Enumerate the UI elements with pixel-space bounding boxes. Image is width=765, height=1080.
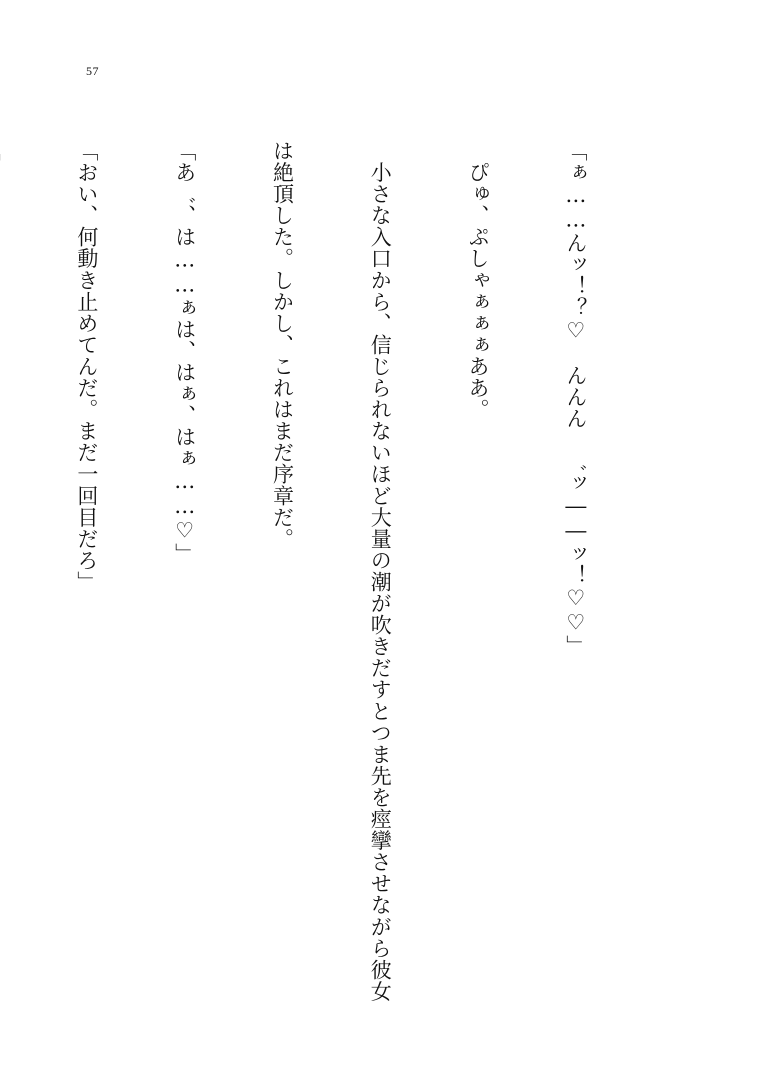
page-number: 57: [86, 64, 99, 78]
text-line: [0, 140, 5, 1020]
text-line: 「あ゛、は……ぁは、はぁ、はぁ……♡」: [172, 140, 197, 565]
text-line: 「おい、何動き止めてんだ。まだ一回目だろ」: [74, 140, 99, 593]
text-line: は絶頂した。しかし、これはまだ序章だ。: [270, 140, 295, 550]
text-line: 「ぁ……んッ！？♡ んんん ゛ッ――ッ！♡♡」: [563, 140, 588, 657]
text-line: 小さな入口から、信じられないほど大量の潮が吹きだすとつま先を痙攣させながら彼女: [368, 140, 393, 1002]
vertical-text-body: [0, 140, 657, 1020]
text-line: ぴゅ、ぷしゃぁぁぁああ。: [466, 140, 491, 421]
